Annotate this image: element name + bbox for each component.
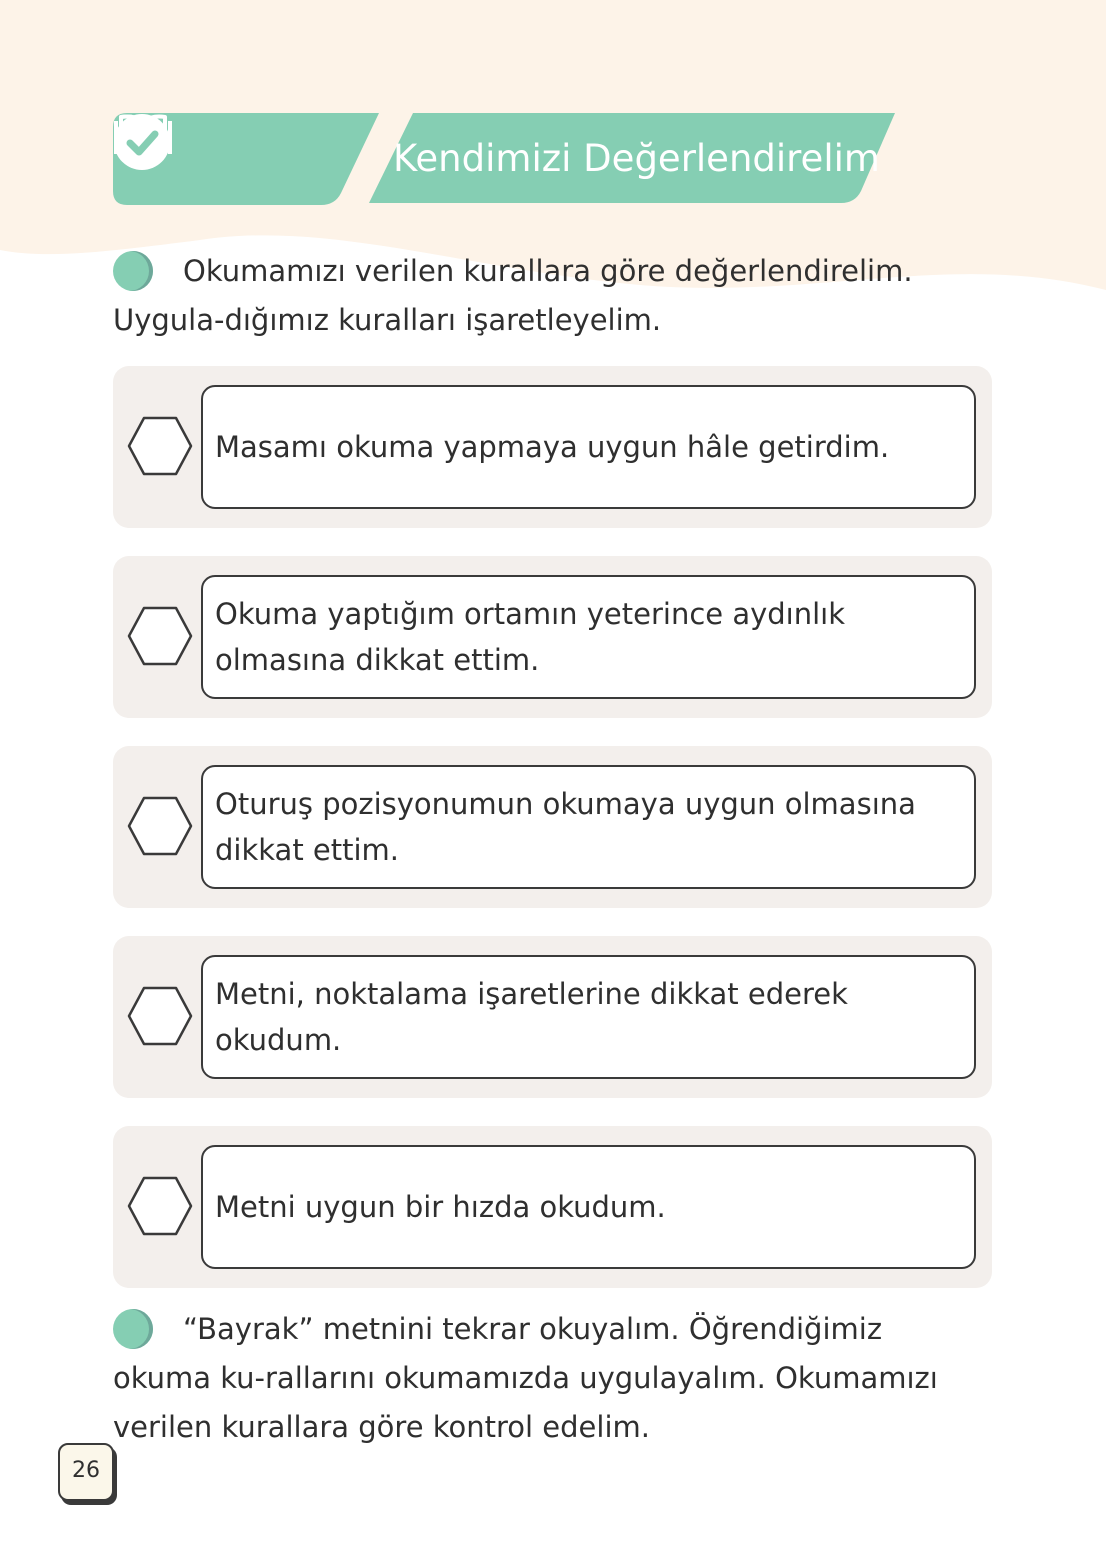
hexagon-checkbox[interactable] [127,1176,193,1236]
checklist-item [113,556,992,718]
checklist-item-text: Metni, noktalama işaretlerine dikkat ederek okudum. [201,955,976,1079]
checklist-item-text: Metni uygun bir hızda okudum. [201,1145,976,1269]
bullet-circle-icon [113,251,153,291]
instruction-text-1: Okumamızı verilen kurallara göre değerlendirelim. Uygula-dığımız kuralları işaretleyelim. [113,254,913,337]
instruction-paragraph-2 [113,1305,983,1452]
instruction-paragraph-1 [113,247,983,345]
checklist-item [113,746,992,908]
check-circle-icon [113,113,171,171]
checklist-item-text: Okuma yaptığım ortamın yeterince aydınlık olmasına dikkat ettim. [201,575,976,699]
checklist-item [113,366,992,528]
instruction-text-2: “Bayrak” metnini tekrar okuyalım. Öğrendiğimiz okuma ku-rallarını okumamızda uygulayalım. Okumamızı verilen kurallara göre kontrol edelim. [113,1312,938,1444]
hexagon-checkbox[interactable] [127,986,193,1046]
checklist-item [113,936,992,1098]
hexagon-checkbox[interactable] [127,416,193,476]
page-number: 26 [58,1443,114,1501]
checklist-item [113,1126,992,1288]
checklist-item-text: Oturuş pozisyonumun okumaya uygun olmasına dikkat ettim. [201,765,976,889]
section-header [113,113,903,205]
hexagon-checkbox[interactable] [127,796,193,856]
bullet-circle-icon [113,1309,153,1349]
page-title: Kendimizi Değerlendirelim [393,137,880,180]
hexagon-checkbox[interactable] [127,606,193,666]
checklist-item-text: Masamı okuma yapmaya uygun hâle getirdim. [201,385,976,509]
